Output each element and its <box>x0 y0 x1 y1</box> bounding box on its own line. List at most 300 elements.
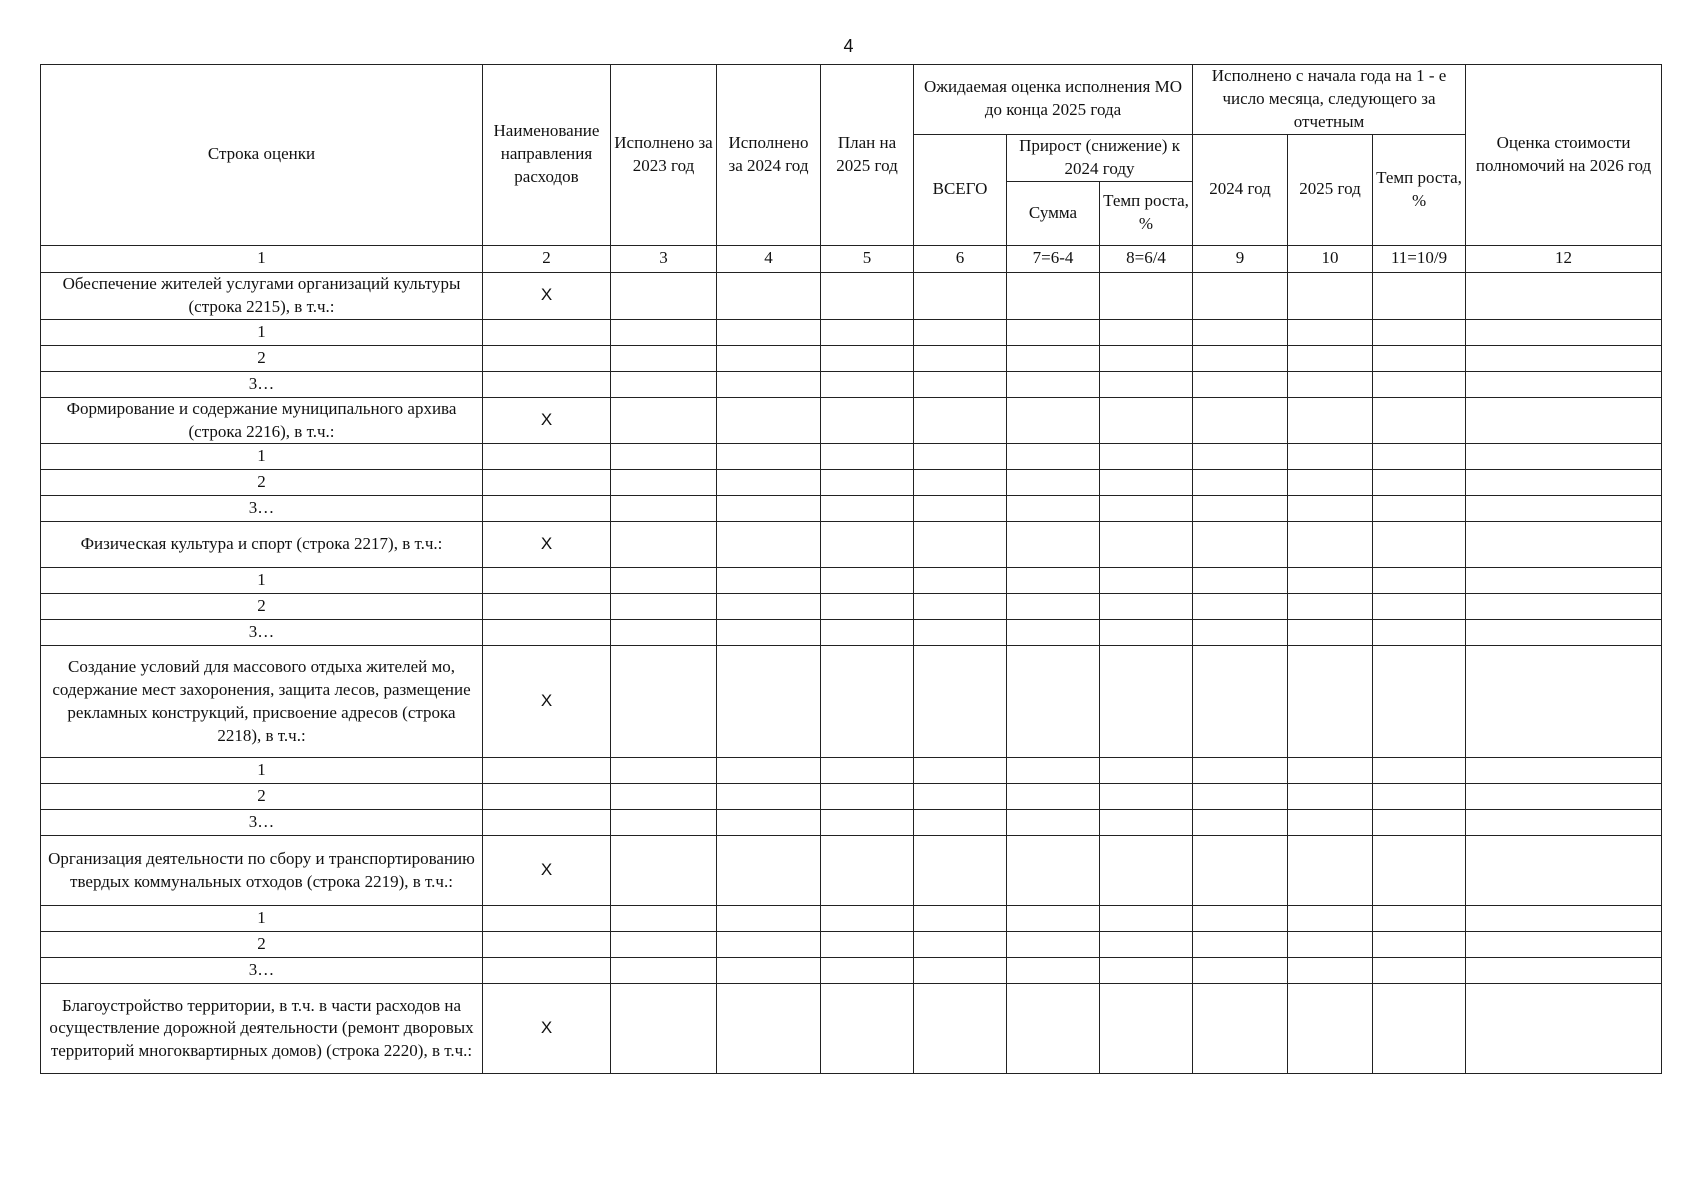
empty-cell <box>1007 496 1100 522</box>
empty-cell <box>611 444 717 470</box>
empty-cell <box>1193 371 1288 397</box>
empty-cell <box>1100 646 1193 758</box>
empty-cell <box>914 810 1007 836</box>
empty-cell <box>1100 371 1193 397</box>
empty-cell <box>1373 810 1466 836</box>
empty-cell <box>914 906 1007 932</box>
column-number: 1 <box>41 245 483 272</box>
empty-cell <box>1466 496 1662 522</box>
empty-cell <box>1466 470 1662 496</box>
empty-cell <box>1288 758 1373 784</box>
empty-cell <box>914 470 1007 496</box>
empty-cell <box>1193 319 1288 345</box>
empty-cell <box>1193 784 1288 810</box>
empty-cell <box>1007 906 1100 932</box>
empty-cell <box>1288 958 1373 984</box>
empty-cell <box>821 810 914 836</box>
empty-cell <box>821 906 914 932</box>
empty-cell <box>914 272 1007 319</box>
empty-cell <box>914 444 1007 470</box>
direction-mark: X <box>483 522 611 568</box>
subrow <box>41 470 1662 496</box>
header-growth-group: Прирост (снижение) к 2024 году <box>1007 134 1193 181</box>
empty-cell <box>717 319 821 345</box>
empty-cell <box>1288 371 1373 397</box>
empty-cell <box>483 932 611 958</box>
empty-cell <box>914 784 1007 810</box>
empty-cell <box>1466 371 1662 397</box>
empty-cell <box>717 906 821 932</box>
empty-cell <box>914 758 1007 784</box>
empty-cell <box>611 646 717 758</box>
header-row-1 <box>41 65 1662 135</box>
empty-cell <box>914 646 1007 758</box>
empty-cell <box>1193 470 1288 496</box>
empty-cell <box>483 620 611 646</box>
subrow <box>41 568 1662 594</box>
empty-cell <box>483 810 611 836</box>
section-row <box>41 836 1662 906</box>
empty-cell <box>611 958 717 984</box>
empty-cell <box>821 371 914 397</box>
empty-cell <box>1466 594 1662 620</box>
empty-cell <box>1466 932 1662 958</box>
table-body <box>41 65 1662 1074</box>
empty-cell <box>611 906 717 932</box>
empty-cell <box>1373 836 1466 906</box>
empty-cell <box>611 836 717 906</box>
empty-cell <box>611 272 717 319</box>
empty-cell <box>1100 836 1193 906</box>
empty-cell <box>1100 444 1193 470</box>
column-number: 3 <box>611 245 717 272</box>
section-row <box>41 397 1662 444</box>
empty-cell <box>1288 836 1373 906</box>
empty-cell <box>1373 568 1466 594</box>
header-estimate-2026: Оценка стоимости полномочий на 2026 год <box>1466 65 1662 246</box>
empty-cell <box>1007 444 1100 470</box>
empty-cell <box>1466 758 1662 784</box>
empty-cell <box>1466 836 1662 906</box>
section-title: Формирование и содержание муниципального архива (строка 2216), в т.ч.: <box>41 397 483 444</box>
empty-cell <box>1288 345 1373 371</box>
empty-cell <box>717 371 821 397</box>
empty-cell <box>821 984 914 1074</box>
empty-cell <box>717 397 821 444</box>
empty-cell <box>483 594 611 620</box>
empty-cell <box>483 906 611 932</box>
empty-cell <box>1288 568 1373 594</box>
subrow <box>41 810 1662 836</box>
empty-cell <box>717 958 821 984</box>
empty-cell <box>821 496 914 522</box>
page-number: 4 <box>843 36 854 56</box>
empty-cell <box>914 958 1007 984</box>
header-sum: Сумма <box>1007 181 1100 245</box>
empty-cell <box>1466 646 1662 758</box>
column-number-row <box>41 245 1662 272</box>
empty-cell <box>611 594 717 620</box>
header-direction: Наименование направления расходов <box>483 65 611 246</box>
column-number: 7=6-4 <box>1007 245 1100 272</box>
empty-cell <box>1193 568 1288 594</box>
column-number: 8=6/4 <box>1100 245 1193 272</box>
empty-cell <box>914 397 1007 444</box>
empty-cell <box>1288 522 1373 568</box>
empty-cell <box>717 646 821 758</box>
empty-cell <box>1100 522 1193 568</box>
empty-cell <box>1100 620 1193 646</box>
subrow <box>41 932 1662 958</box>
empty-cell <box>1288 810 1373 836</box>
empty-cell <box>1100 958 1193 984</box>
subrow-number: 3… <box>41 810 483 836</box>
empty-cell <box>821 932 914 958</box>
empty-cell <box>1288 272 1373 319</box>
empty-cell <box>914 620 1007 646</box>
empty-cell <box>821 646 914 758</box>
empty-cell <box>1288 906 1373 932</box>
empty-cell <box>1193 397 1288 444</box>
subrow-number: 2 <box>41 932 483 958</box>
empty-cell <box>1100 319 1193 345</box>
empty-cell <box>483 444 611 470</box>
empty-cell <box>1007 932 1100 958</box>
empty-cell <box>821 836 914 906</box>
empty-cell <box>717 345 821 371</box>
subrow-number: 3… <box>41 620 483 646</box>
empty-cell <box>1466 906 1662 932</box>
empty-cell <box>717 836 821 906</box>
empty-cell <box>1007 810 1100 836</box>
empty-cell <box>914 594 1007 620</box>
empty-cell <box>821 784 914 810</box>
section-row <box>41 646 1662 758</box>
subrow-number: 1 <box>41 319 483 345</box>
empty-cell <box>1373 470 1466 496</box>
empty-cell <box>717 470 821 496</box>
empty-cell <box>611 522 717 568</box>
column-number: 5 <box>821 245 914 272</box>
subrow <box>41 758 1662 784</box>
empty-cell <box>1373 522 1466 568</box>
empty-cell <box>717 594 821 620</box>
empty-cell <box>1007 568 1100 594</box>
empty-cell <box>1100 470 1193 496</box>
empty-cell <box>717 522 821 568</box>
empty-cell <box>1100 496 1193 522</box>
empty-cell <box>1466 272 1662 319</box>
empty-cell <box>1193 836 1288 906</box>
empty-cell <box>1466 784 1662 810</box>
subrow-number: 3… <box>41 371 483 397</box>
empty-cell <box>1007 397 1100 444</box>
section-title: Обеспечение жителей услугами организаций культуры (строка 2215), в т.ч.: <box>41 272 483 319</box>
subrow <box>41 444 1662 470</box>
empty-cell <box>1193 345 1288 371</box>
empty-cell <box>1466 568 1662 594</box>
empty-cell <box>914 568 1007 594</box>
section-title: Создание условий для массового отдыха жителей мо, содержание мест захоронения, защита лесов, размещение рекламных конструкций, присвоение адресов (строка 2218), в т.ч.: <box>41 646 483 758</box>
empty-cell <box>1288 594 1373 620</box>
empty-cell <box>1007 784 1100 810</box>
column-number: 6 <box>914 245 1007 272</box>
subrow <box>41 496 1662 522</box>
empty-cell <box>914 836 1007 906</box>
empty-cell <box>914 522 1007 568</box>
empty-cell <box>611 345 717 371</box>
empty-cell <box>1100 784 1193 810</box>
empty-cell <box>1007 646 1100 758</box>
direction-mark: X <box>483 984 611 1074</box>
subrow <box>41 958 1662 984</box>
empty-cell <box>1288 319 1373 345</box>
column-number: 11=10/9 <box>1373 245 1466 272</box>
subrow-number: 1 <box>41 568 483 594</box>
empty-cell <box>611 496 717 522</box>
empty-cell <box>483 958 611 984</box>
empty-cell <box>1288 470 1373 496</box>
empty-cell <box>1288 784 1373 810</box>
empty-cell <box>1193 932 1288 958</box>
empty-cell <box>1100 345 1193 371</box>
subrow <box>41 345 1662 371</box>
empty-cell <box>1193 810 1288 836</box>
empty-cell <box>1193 272 1288 319</box>
empty-cell <box>1100 397 1193 444</box>
empty-cell <box>1373 345 1466 371</box>
empty-cell <box>1007 272 1100 319</box>
empty-cell <box>821 958 914 984</box>
empty-cell <box>1373 594 1466 620</box>
empty-cell <box>821 470 914 496</box>
empty-cell <box>1193 906 1288 932</box>
subrow-number: 2 <box>41 345 483 371</box>
empty-cell <box>1100 272 1193 319</box>
direction-mark: X <box>483 397 611 444</box>
empty-cell <box>1007 958 1100 984</box>
empty-cell <box>914 371 1007 397</box>
empty-cell <box>914 345 1007 371</box>
empty-cell <box>1466 984 1662 1074</box>
column-number: 12 <box>1466 245 1662 272</box>
empty-cell <box>1193 620 1288 646</box>
empty-cell <box>717 272 821 319</box>
empty-cell <box>1373 444 1466 470</box>
empty-cell <box>717 758 821 784</box>
header-year-2025: 2025 год <box>1288 134 1373 245</box>
empty-cell <box>1007 836 1100 906</box>
empty-cell <box>1466 958 1662 984</box>
empty-cell <box>611 397 717 444</box>
empty-cell <box>717 496 821 522</box>
empty-cell <box>1288 496 1373 522</box>
empty-cell <box>611 932 717 958</box>
header-year-2024: 2024 год <box>1193 134 1288 245</box>
empty-cell <box>1007 758 1100 784</box>
header-exec-2023: Исполнено за 2023 год <box>611 65 717 246</box>
empty-cell <box>1193 958 1288 984</box>
empty-cell <box>821 319 914 345</box>
empty-cell <box>1193 594 1288 620</box>
subrow-number: 2 <box>41 594 483 620</box>
empty-cell <box>717 932 821 958</box>
empty-cell <box>717 444 821 470</box>
empty-cell <box>611 568 717 594</box>
empty-cell <box>1288 397 1373 444</box>
header-rate: Темп роста, % <box>1373 134 1466 245</box>
empty-cell <box>717 620 821 646</box>
empty-cell <box>1100 594 1193 620</box>
empty-cell <box>1100 984 1193 1074</box>
direction-mark: X <box>483 836 611 906</box>
column-number: 2 <box>483 245 611 272</box>
empty-cell <box>483 758 611 784</box>
subrow-number: 1 <box>41 444 483 470</box>
header-expected-group: Ожидаемая оценка исполнения МО до конца 2025 года <box>914 65 1193 135</box>
section-title: Благоустройство территории, в т.ч. в части расходов на осуществление дорожной деятельности (ремонт дворовых территорий многоквартирных домов) (строка 2220), в т.ч.: <box>41 984 483 1074</box>
empty-cell <box>1100 906 1193 932</box>
empty-cell <box>821 272 914 319</box>
assessment-table <box>40 64 1662 1074</box>
section-row <box>41 522 1662 568</box>
empty-cell <box>1288 444 1373 470</box>
header-total: ВСЕГО <box>914 134 1007 245</box>
header-row-name: Строка оценки <box>41 65 483 246</box>
empty-cell <box>1007 345 1100 371</box>
empty-cell <box>611 784 717 810</box>
empty-cell <box>1466 345 1662 371</box>
header-growth-rate: Темп роста, % <box>1100 181 1193 245</box>
empty-cell <box>717 568 821 594</box>
empty-cell <box>717 784 821 810</box>
section-title: Физическая культура и спорт (строка 2217), в т.ч.: <box>41 522 483 568</box>
empty-cell <box>914 984 1007 1074</box>
subrow-number: 3… <box>41 496 483 522</box>
subrow <box>41 319 1662 345</box>
empty-cell <box>1100 932 1193 958</box>
column-number: 4 <box>717 245 821 272</box>
empty-cell <box>483 371 611 397</box>
empty-cell <box>1007 319 1100 345</box>
section-row <box>41 272 1662 319</box>
column-number: 10 <box>1288 245 1373 272</box>
empty-cell <box>483 470 611 496</box>
subrow <box>41 620 1662 646</box>
empty-cell <box>821 444 914 470</box>
empty-cell <box>1373 272 1466 319</box>
empty-cell <box>611 620 717 646</box>
empty-cell <box>611 319 717 345</box>
empty-cell <box>1100 568 1193 594</box>
section-title: Организация деятельности по сбору и транспортированию твердых коммунальных отходов (строка 2219), в т.ч.: <box>41 836 483 906</box>
empty-cell <box>821 594 914 620</box>
empty-cell <box>821 758 914 784</box>
empty-cell <box>1007 620 1100 646</box>
empty-cell <box>483 496 611 522</box>
empty-cell <box>1373 906 1466 932</box>
empty-cell <box>1007 470 1100 496</box>
empty-cell <box>821 522 914 568</box>
empty-cell <box>1373 958 1466 984</box>
empty-cell <box>1373 397 1466 444</box>
subrow <box>41 371 1662 397</box>
empty-cell <box>1193 646 1288 758</box>
subrow-number: 3… <box>41 958 483 984</box>
direction-mark: X <box>483 646 611 758</box>
empty-cell <box>1007 594 1100 620</box>
empty-cell <box>1466 397 1662 444</box>
empty-cell <box>1466 810 1662 836</box>
empty-cell <box>611 371 717 397</box>
empty-cell <box>1193 496 1288 522</box>
header-plan-2025: План на 2025 год <box>821 65 914 246</box>
empty-cell <box>821 620 914 646</box>
column-number: 9 <box>1193 245 1288 272</box>
subrow-number: 2 <box>41 470 483 496</box>
empty-cell <box>483 784 611 810</box>
empty-cell <box>483 568 611 594</box>
empty-cell <box>1100 758 1193 784</box>
empty-cell <box>1007 522 1100 568</box>
empty-cell <box>717 984 821 1074</box>
subrow-number: 1 <box>41 906 483 932</box>
empty-cell <box>483 345 611 371</box>
header-exec-2024: Исполнено за 2024 год <box>717 65 821 246</box>
empty-cell <box>1373 984 1466 1074</box>
empty-cell <box>914 932 1007 958</box>
subrow-number: 1 <box>41 758 483 784</box>
empty-cell <box>717 810 821 836</box>
empty-cell <box>1373 758 1466 784</box>
empty-cell <box>1373 371 1466 397</box>
direction-mark: X <box>483 272 611 319</box>
subrow <box>41 784 1662 810</box>
empty-cell <box>1373 496 1466 522</box>
empty-cell <box>1288 932 1373 958</box>
empty-cell <box>1373 646 1466 758</box>
empty-cell <box>611 984 717 1074</box>
empty-cell <box>1288 984 1373 1074</box>
empty-cell <box>1466 522 1662 568</box>
empty-cell <box>611 810 717 836</box>
empty-cell <box>914 319 1007 345</box>
empty-cell <box>821 397 914 444</box>
empty-cell <box>611 470 717 496</box>
empty-cell <box>483 319 611 345</box>
empty-cell <box>1100 810 1193 836</box>
empty-cell <box>1373 319 1466 345</box>
empty-cell <box>914 496 1007 522</box>
empty-cell <box>1288 646 1373 758</box>
empty-cell <box>1193 444 1288 470</box>
empty-cell <box>821 568 914 594</box>
subrow <box>41 906 1662 932</box>
empty-cell <box>1007 984 1100 1074</box>
empty-cell <box>1373 932 1466 958</box>
section-row <box>41 984 1662 1074</box>
empty-cell <box>1373 620 1466 646</box>
empty-cell <box>611 758 717 784</box>
subrow <box>41 594 1662 620</box>
empty-cell <box>1466 319 1662 345</box>
empty-cell <box>1193 984 1288 1074</box>
empty-cell <box>1466 444 1662 470</box>
header-executed-group: Исполнено с начала года на 1 - е число месяца, следующего за отчетным <box>1193 65 1466 135</box>
empty-cell <box>1193 758 1288 784</box>
empty-cell <box>1007 371 1100 397</box>
subrow-number: 2 <box>41 784 483 810</box>
